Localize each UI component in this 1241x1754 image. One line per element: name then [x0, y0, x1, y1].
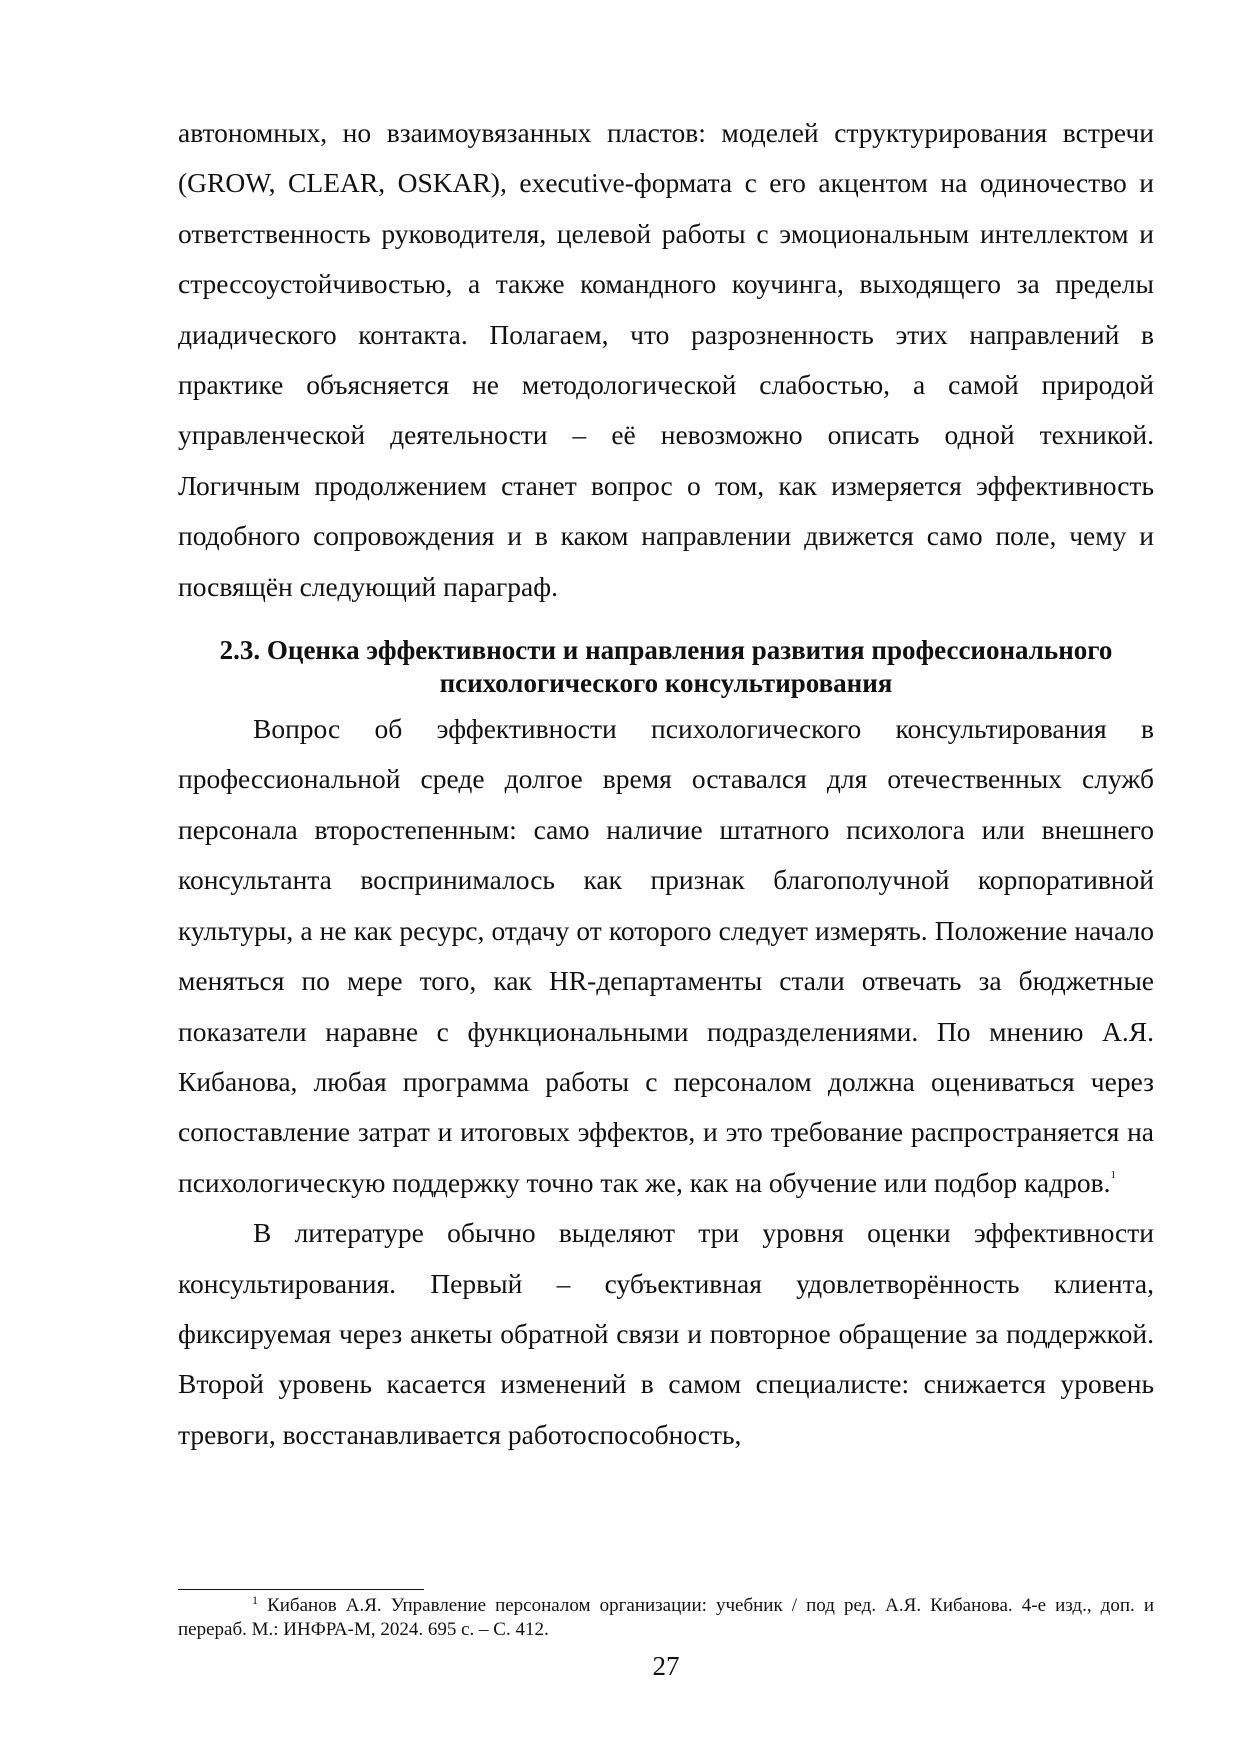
footnote: [178, 1594, 1154, 1642]
paragraph-effectiveness: [178, 704, 1154, 1208]
footnote-reference[interactable]: 1: [1110, 1168, 1116, 1181]
section-heading-line2: психологического консультирования: [439, 668, 893, 699]
footnote-separator: [178, 1589, 424, 1590]
main-text: [178, 108, 1154, 1460]
paragraph-effectiveness-text: Вопрос об эффективности психологического консультирования в профессиональной среде долгое время оставался для отечественных служб персонала второстепенным: само наличие штатного психолога или внешнего консультанта воспринималось как признак благополучной корпоративной культуры, а не как ресурс, отдачу от которого следует измерять. Положение начало меняться по мере того, как HR-департаменты стали отвечать за бюджетные показатели наравне с функциональными подразделениями. По мнению А.Я. Кибанова, любая программа работы с персоналом должна оцениваться через сопоставление затрат и итоговых эффектов, и это требование распространяется на психологическую поддержку точно так же, как на обучение или подбор кадров.: [178, 713, 1154, 1198]
footnote-number: 1: [252, 1593, 258, 1607]
section-heading: [178, 634, 1154, 700]
paragraph-continuation: автономных, но взаимоувязанных пластов: моделей структурирования встречи (GROW, CLEAR, OSKAR), executive-формата с его акцентом на одиночество и ответственность руководителя, целевой работы с эмоциональным интеллектом и стрессоустойчивостью, а также командного коучинга, выходящего за пределы диадического контакта. Полагаем, что разрозненность этих направлений в практике объясняется не методологической слабостью, а самой природой управленческой деятельности – её невозможно описать одной техникой. Логичным продолжением станет вопрос о том, как измеряется эффективность подобного сопровождения и в каком направлении движется само поле, чему и посвящён следующий параграф.: [178, 117, 1154, 602]
footnote-text: Кибанов А.Я. Управление персоналом организации: учебник / под ред. А.Я. Кибанова. 4-е изд., доп. и перераб. М.: ИНФРА-М, 2024. 695 с. – С. 412.: [178, 1595, 1154, 1640]
section-heading-line1: 2.3. Оценка эффективности и направления развития профессионального: [219, 635, 1113, 666]
page-number: 27: [652, 1651, 680, 1681]
paragraph-levels: В литературе обычно выделяют три уровня оценки эффективности консультирования. Первый – субъективная удовлетворённость клиента, фиксируемая через анкеты обратной связи и повторное обращение за поддержкой. Второй уровень касается изменений в самом специалисте: снижается уровень тревоги, восстанавливается работоспособность,: [178, 1217, 1154, 1450]
